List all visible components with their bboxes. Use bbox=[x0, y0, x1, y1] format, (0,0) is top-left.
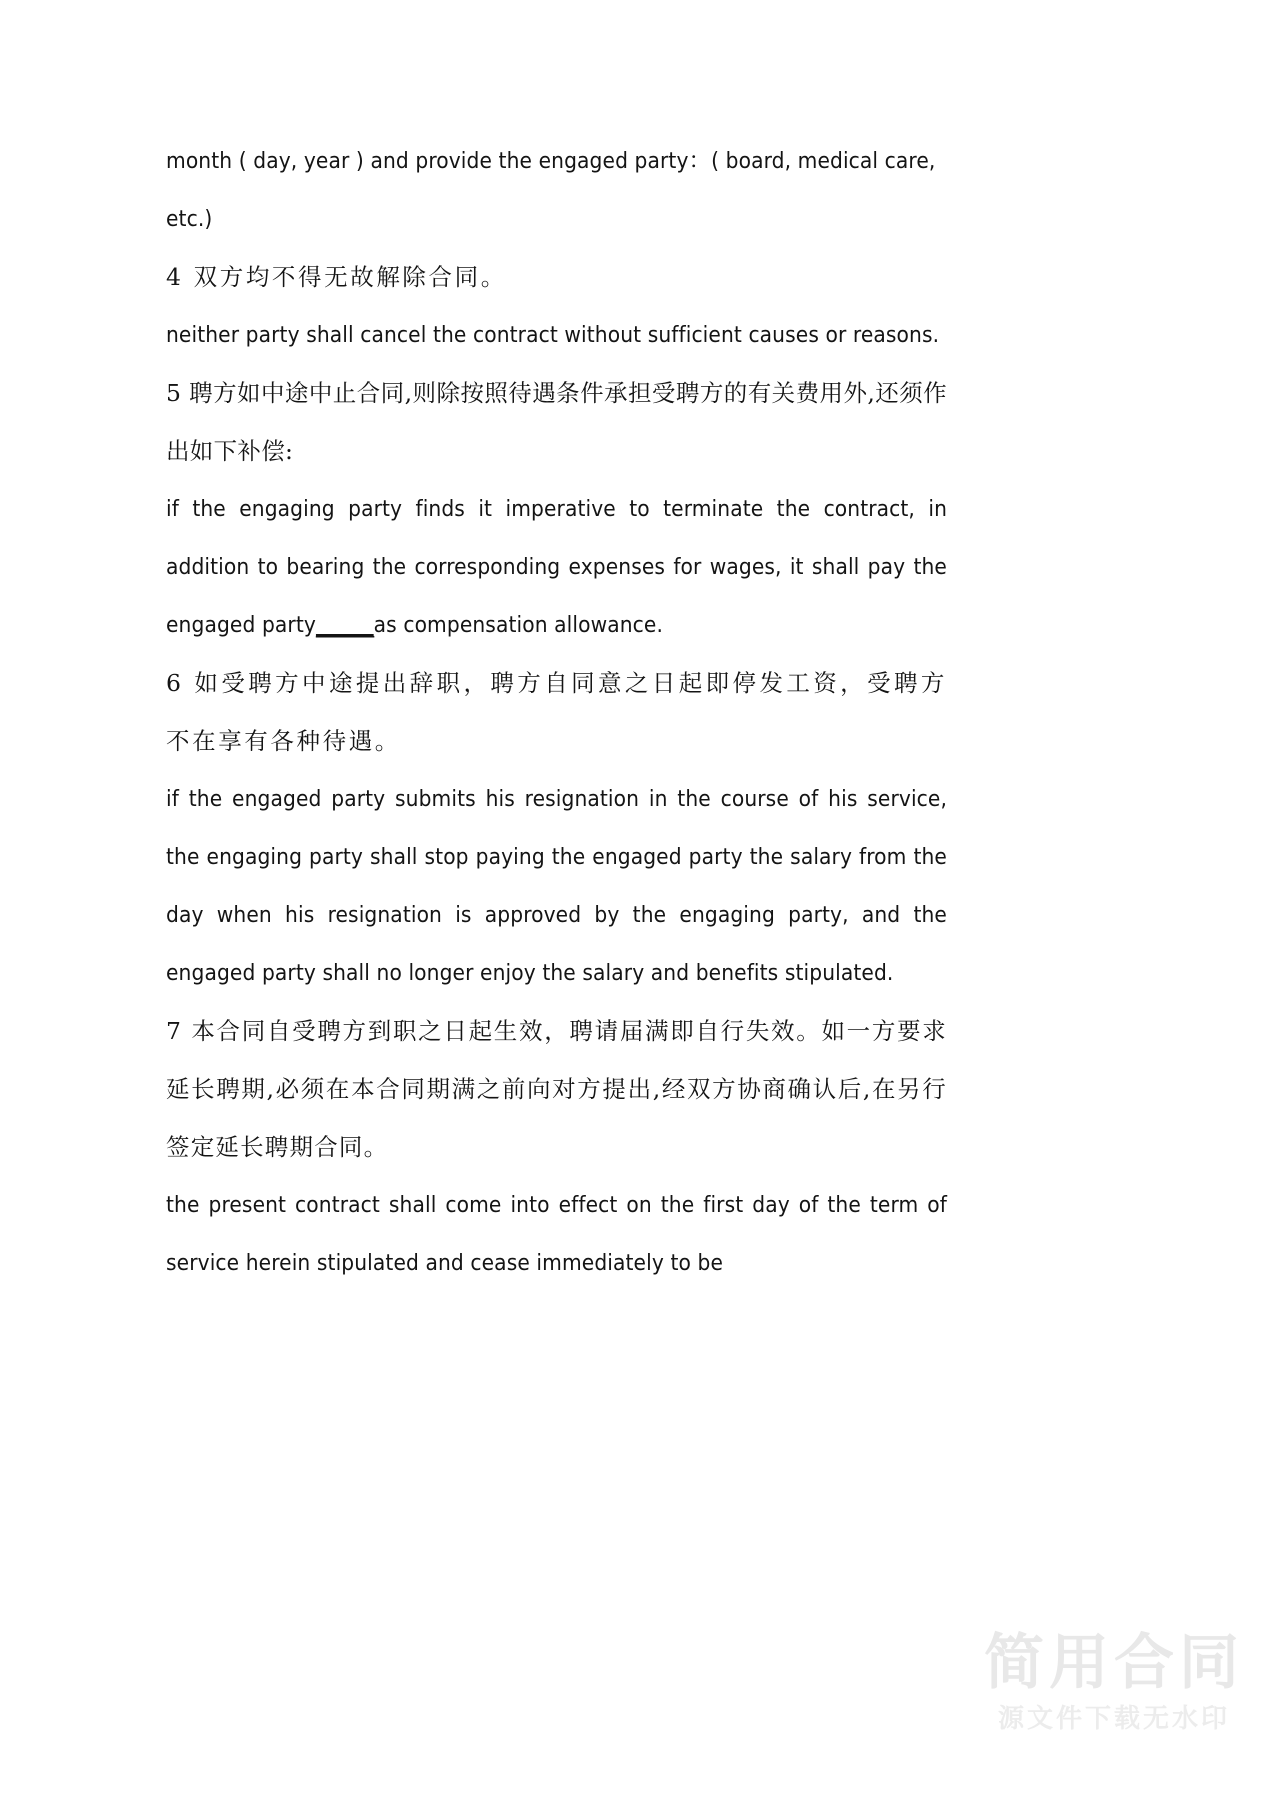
paragraph-english-board-medical: month ( day, year ) and provide the engaged party：( board, medical care, etc.) bbox=[166, 148, 942, 232]
clause-5-text-after-blank: as compensation allowance. bbox=[373, 612, 663, 638]
document-text-body bbox=[166, 132, 954, 1292]
paragraph-english-clause-4: neither party shall cancel the contract without sufficient causes or reasons. bbox=[166, 322, 940, 348]
compensation-blank-field[interactable]: ______ bbox=[315, 612, 374, 638]
paragraph-chinese-clause-7: 7 本合同自受聘方到职之日起生效，聘请届满即自行失效。如一方要求延长聘期,必须在本合同期满之前向对方提出,经双方协商确认后,在另行签定延长聘期合同。 bbox=[166, 1017, 947, 1161]
paragraph-english-clause-5 bbox=[166, 480, 954, 654]
clause-5-text-before-blank: if the engaging party finds it imperative to terminate the contract, in addition to bearing the corresponding expenses for wages, it shall pay the engaged party bbox=[166, 496, 954, 638]
paragraph-chinese-clause-5: 5 聘方如中途中止合同,则除按照待遇条件承担受聘方的有关费用外,还须作出如下补偿: bbox=[166, 379, 947, 465]
paragraph-chinese-clause-6: 6 如受聘方中途提出辞职，聘方自同意之日起即停发工资，受聘方不在享有各种待遇。 bbox=[166, 669, 947, 755]
watermark bbox=[984, 1628, 1244, 1738]
paragraph-english-clause-6: if the engaged party submits his resignation in the course of his service, the engaging party shall stop paying the engaged party the salary from the day when his resignation is approved by the engaging party, and the engaged party shall no longer enjoy the salary and benefits stipulated. bbox=[166, 786, 954, 986]
watermark-brand-text: 简用合同 bbox=[984, 1628, 1244, 1698]
paragraph-chinese-clause-4: 4 双方均不得无故解除合同。 bbox=[166, 263, 507, 291]
watermark-subtitle-text: 源文件下载无水印 bbox=[997, 1704, 1230, 1734]
paragraph-english-clause-7: the present contract shall come into effect on the first day of the term of service herein stipulated and cease immediately to be bbox=[166, 1192, 954, 1276]
